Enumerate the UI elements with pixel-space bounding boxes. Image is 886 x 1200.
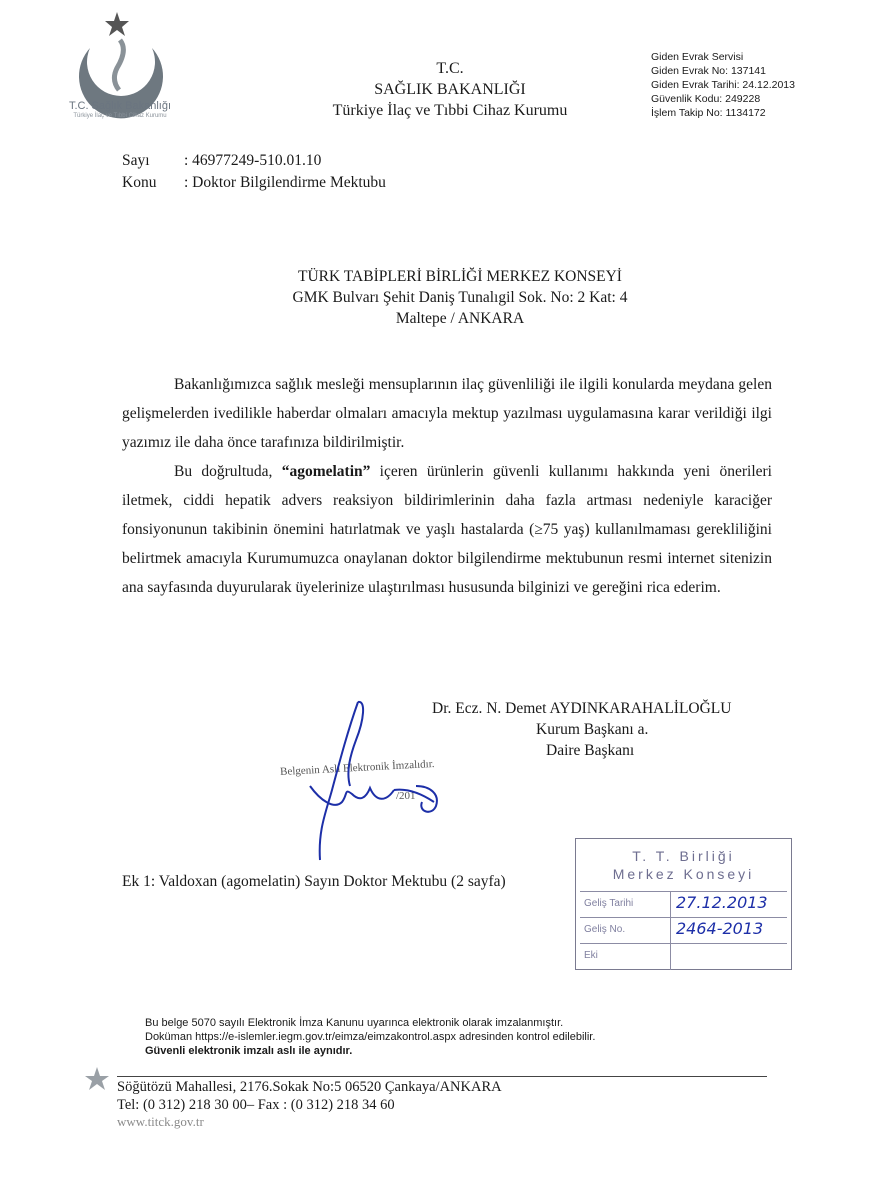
- website-link[interactable]: www.titck.gov.tr: [117, 1114, 204, 1129]
- signatory-name: Dr. Ecz. N. Demet AYDINKARAHALİLOĞLU: [432, 700, 732, 717]
- paragraph-1: Bakanlığımızca sağlık mesleği mensuplarının ilaç güvenliliği ile ilgili konularda meydana gelen gelişmelerden ivedilikle haberdar olmaları amacıyla mektup yazılması uygulamasına karar verildiği ilgi yazımız ile daha önce tarafınıza bildirilmiştir.: [122, 376, 772, 451]
- p2-intro: Bu doğrultuda,: [174, 463, 282, 480]
- notice-line-3: Güvenli elektronik imzalı aslı ile aynıdır.: [145, 1045, 353, 1057]
- notice-line-1: Bu belge 5070 sayılı Elektronik İmza Kanunu uyarınca elektronik olarak imzalanmıştır.: [145, 1017, 564, 1029]
- signatory-title-1: Kurum Başkanı a.: [536, 721, 649, 738]
- meta-line: Giden Evrak Servisi: [651, 51, 744, 63]
- stamp-no-row: [580, 917, 787, 944]
- p2-drug-name: “agomelatin”: [281, 463, 371, 480]
- konu-value: : Doktor Bilgilendirme Mektubu: [184, 174, 386, 191]
- header-line-2: SAĞLIK BAKANLIĞI: [374, 81, 526, 98]
- stamp-date-label: Geliş Tarihi: [584, 898, 634, 909]
- phone-fax: Tel: (0 312) 218 30 00– Fax : (0 312) 218 34 60: [117, 1097, 395, 1113]
- logo-subtitle: Türkiye İlaç ve Tıbbi Cihaz Kurumu: [73, 113, 167, 119]
- meta-line: İşlem Takip No: 1134172: [651, 107, 766, 119]
- stamp-date-row: [580, 891, 787, 918]
- sayi-label: Sayı: [122, 152, 150, 169]
- postal-address: Söğütözü Mahallesi, 2176.Sokak No:5 06520 Çankaya/ANKARA: [117, 1079, 502, 1095]
- stamp-org-2: Merkez Konseyi: [612, 866, 755, 882]
- outgoing-doc-info: [651, 50, 795, 120]
- paragraph-2: [122, 457, 772, 602]
- received-stamp: [575, 838, 792, 970]
- header-line-3: Türkiye İlaç ve Tıbbi Cihaz Kurumu: [332, 102, 568, 119]
- addressee: [200, 266, 720, 329]
- sayi-value: : 46977249-510.01.10: [184, 152, 322, 169]
- handwritten-signature: [290, 690, 490, 870]
- konu-label: Konu: [122, 174, 157, 191]
- contact-block: [117, 1078, 502, 1114]
- p2-rest: içeren ürünlerin güvenli kullanımı hakkında yeni önerileri iletmek, ciddi hepatik advers reaksiyon bildirimlerinin daha fazla artması nedeniyle karaciğer fonsiyonunun takibinin önemini hatırlatmak ve yaşlı hastalarda (≥75 yaş) kullanılmaması gerekliliğini belirtmek amacıyla Kurumumuzca onaylanan doktor bilgilendirme mektubunun resmi internet sitenizin ana sayfasında duyurularak üyelerinize ulaştırılması hususunda bilginizi ve gereğini rica ederim.: [122, 463, 772, 596]
- attachment-line: Ek 1: Valdoxan (agomelatin) Sayın Doktor Mektubu (2 sayfa): [122, 873, 506, 890]
- letter-body: [122, 370, 772, 602]
- star-icon: [84, 1066, 110, 1092]
- stamp-no-label: Geliş No.: [584, 924, 626, 935]
- stamp-org-1: T. T. Birliği: [632, 848, 735, 864]
- notice-line-2: Doküman https://e-islemler.iegm.gov.tr/eimza/eimzakontrol.aspx adresinden kontrol edilebilir.: [145, 1031, 596, 1043]
- addressee-line: Maltepe / ANKARA: [395, 310, 525, 327]
- reference-block: [122, 150, 386, 194]
- stamp-date-value: 27.12.2013: [676, 893, 768, 912]
- stamp-no-value: 2464-2013: [676, 919, 764, 938]
- stamp-ek-label: Eki: [584, 950, 598, 961]
- letterhead: [300, 58, 600, 121]
- meta-line: Giden Evrak No: 137141: [651, 65, 766, 77]
- footer-divider: [117, 1076, 767, 1077]
- meta-line: Giden Evrak Tarihi: 24.12.2013: [651, 79, 795, 91]
- e-signature-date: /201: [396, 790, 416, 802]
- addressee-line: TÜRK TABİPLERİ BİRLİĞİ MERKEZ KONSEYİ: [298, 268, 622, 285]
- meta-line: Güvenlik Kodu: 249228: [651, 93, 761, 105]
- addressee-line: GMK Bulvarı Şehit Daniş Tunalıgil Sok. No: 2 Kat: 4: [292, 289, 628, 306]
- stamp-org: [576, 839, 791, 887]
- signatory-title-2: Daire Başkanı: [546, 742, 635, 759]
- header-line-1: T.C.: [436, 60, 464, 77]
- logo-title: T.C. Sağlık Bakanlığı: [68, 100, 172, 112]
- e-signature-notice: [145, 1016, 595, 1058]
- stamp-ek-row: [580, 943, 787, 970]
- e-signature-stamp: Belgenin Aslı Elektronik İmzalıdır.: [279, 757, 435, 779]
